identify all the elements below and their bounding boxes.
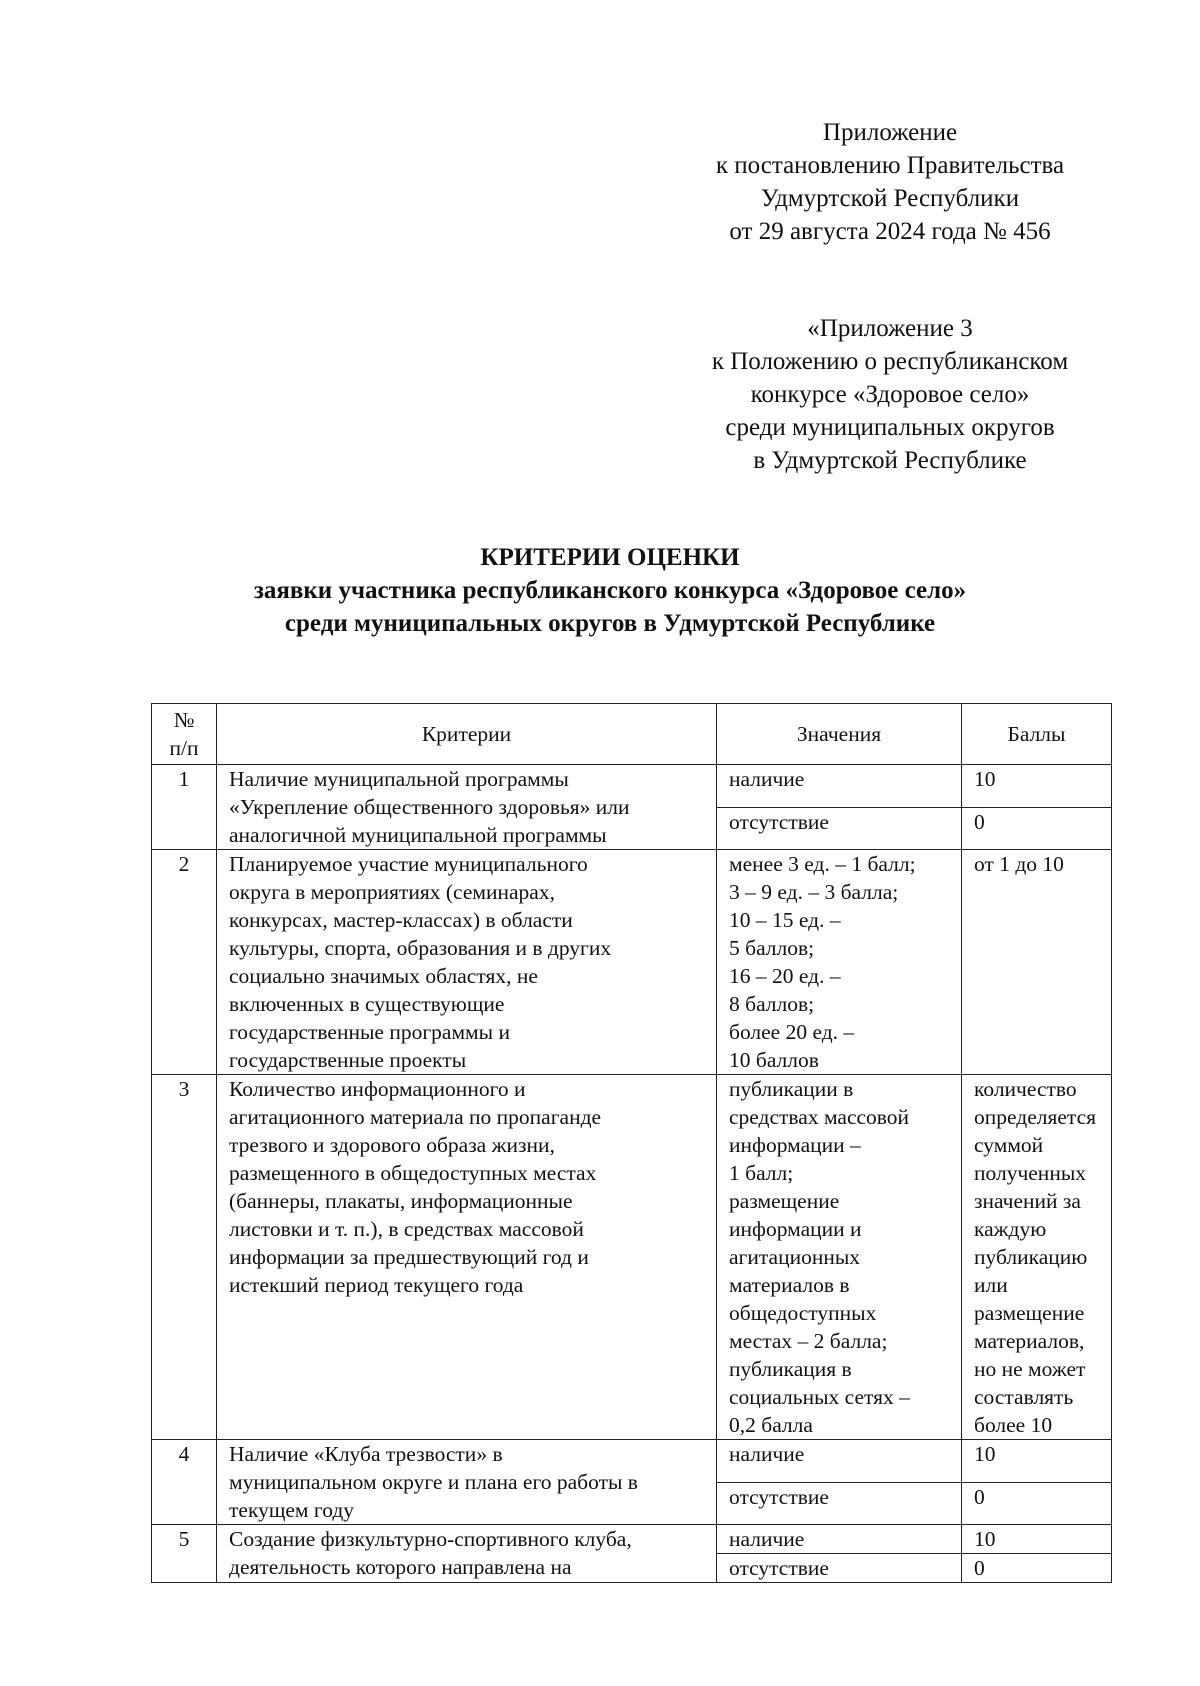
table-row — [152, 1525, 1112, 1554]
table-row — [152, 765, 1112, 808]
value-line: 16 – 20 ед. – — [729, 964, 841, 988]
value-line: менее 3 ед. – 1 балл; — [729, 852, 916, 876]
row-criteria — [217, 850, 717, 1075]
criteria-line: государственные проекты — [229, 1048, 467, 1072]
row-points: 0 — [962, 1482, 1112, 1525]
value-line: 5 баллов; — [729, 936, 815, 960]
value-line: информации и — [729, 1217, 862, 1241]
criteria-line: аналогичной муниципальной программы — [229, 823, 607, 847]
row-points: 10 — [962, 1525, 1112, 1554]
points-line: размещение — [974, 1301, 1085, 1325]
row-criteria — [217, 1075, 717, 1440]
points-line: суммой — [974, 1133, 1044, 1157]
value-line: публикация в — [729, 1357, 852, 1381]
criteria-line: истекший период текущего года — [229, 1273, 524, 1297]
criteria-line: округа в мероприятиях (семинарах, — [229, 880, 555, 904]
appendix3-line: среди муниципальных округов — [725, 414, 1055, 441]
value-line: 1 балл; — [729, 1161, 794, 1185]
appendix3-line: к Положению о республиканском — [711, 348, 1069, 375]
title-sub: среди муниципальных округов в Удмуртской Республике — [284, 610, 936, 637]
criteria-line: Наличие муниципальной программы — [229, 767, 569, 791]
value-line: 8 баллов; — [729, 992, 815, 1016]
criteria-line: Количество информационного и — [229, 1077, 526, 1101]
criteria-line: деятельность которого направлена на — [229, 1555, 572, 1579]
criteria-table — [151, 703, 1112, 1583]
table-row — [152, 850, 1112, 1075]
points-line: материалов, — [974, 1329, 1085, 1353]
header-num — [152, 704, 217, 765]
row-points: 0 — [962, 807, 1112, 850]
points-line: но не может — [974, 1357, 1086, 1381]
points-line: каждую — [974, 1217, 1047, 1241]
row-value — [717, 1075, 962, 1440]
appendix-line: к постановлению Правительства — [715, 152, 1065, 179]
criteria-line: текущем году — [229, 1498, 355, 1522]
criteria-line: социально значимых областях, не — [229, 964, 538, 988]
appendix-line: Приложение — [822, 119, 958, 146]
row-number: 5 — [152, 1525, 217, 1583]
title-sub: заявки участника республиканского конкурса «Здоровое село» — [253, 577, 967, 604]
appendix-header — [640, 116, 1140, 248]
points-line: составлять — [974, 1385, 1074, 1409]
title-main: КРИТЕРИИ ОЦЕНКИ — [480, 544, 740, 571]
criteria-line: агитационного материала по пропаганде — [229, 1105, 602, 1129]
table-row — [152, 1075, 1112, 1440]
document-title — [150, 541, 1070, 640]
value-line: местах – 2 балла; — [729, 1329, 888, 1353]
value-line: информации – — [729, 1133, 861, 1157]
table-row — [152, 1440, 1112, 1483]
value-line: 3 – 9 ед. – 3 балла; — [729, 880, 899, 904]
header-num-line: п/п — [169, 736, 199, 760]
value-line: публикации в — [729, 1077, 854, 1101]
criteria-line: конкурсах, мастер-классах) в области — [229, 908, 573, 932]
row-value: наличие — [717, 1440, 962, 1483]
value-line: агитационных — [729, 1245, 861, 1269]
points-line: количество — [974, 1077, 1077, 1101]
appendix3-line: конкурсе «Здоровое село» — [750, 381, 1030, 408]
criteria-line: размещенного в общедоступных местах — [229, 1161, 597, 1185]
row-points: 10 — [962, 1440, 1112, 1483]
value-line: средствах массовой — [729, 1105, 910, 1129]
points-line: публикацию — [974, 1245, 1088, 1269]
row-number: 4 — [152, 1440, 217, 1525]
row-value: отсутствие — [717, 807, 962, 850]
appendix-line: от 29 августа 2024 года № 456 — [729, 218, 1051, 245]
criteria-line: листовки и т. п.), в средствах массовой — [229, 1217, 584, 1241]
criteria-line: включенных в существующие — [229, 992, 505, 1016]
criteria-line: Создание физкультурно-спортивного клуба, — [229, 1527, 632, 1551]
row-value: отсутствие — [717, 1482, 962, 1525]
points-line: значений за — [974, 1189, 1081, 1213]
criteria-line: Планируемое участие муниципального — [229, 852, 588, 876]
row-criteria — [217, 765, 717, 850]
row-value: отсутствие — [717, 1554, 962, 1583]
value-line: более 20 ед. – — [729, 1020, 855, 1044]
row-criteria — [217, 1525, 717, 1583]
row-number: 3 — [152, 1075, 217, 1440]
points-line: от 1 до 10 — [974, 852, 1064, 876]
row-value: наличие — [717, 765, 962, 808]
appendix3-line: в Удмуртской Республике — [753, 447, 1027, 474]
row-points: 0 — [962, 1554, 1112, 1583]
criteria-line: трезвого и здорового образа жизни, — [229, 1133, 555, 1157]
row-value — [717, 850, 962, 1075]
criteria-line: информации за предшествующий год и — [229, 1245, 589, 1269]
header-points: Баллы — [962, 704, 1112, 765]
points-line: более 10 — [974, 1413, 1053, 1437]
row-points — [962, 850, 1112, 1075]
row-points — [962, 1075, 1112, 1440]
value-line: размещение — [729, 1189, 840, 1213]
row-number: 1 — [152, 765, 217, 850]
criteria-line: Наличие «Клуба трезвости» в — [229, 1442, 503, 1466]
points-line: полученных — [974, 1161, 1087, 1185]
row-points: 10 — [962, 765, 1112, 808]
appendix-line: Удмуртской Республики — [760, 185, 1020, 212]
points-line: или — [974, 1273, 1008, 1297]
criteria-line: культуры, спорта, образования и в других — [229, 936, 612, 960]
criteria-line: «Укрепление общественного здоровья» или — [229, 795, 630, 819]
value-line: материалов в — [729, 1273, 850, 1297]
table-header-row — [152, 704, 1112, 765]
value-line: общедоступных — [729, 1301, 877, 1325]
header-criteria: Критерии — [217, 704, 717, 765]
points-line: определяется — [974, 1105, 1096, 1129]
criteria-line: муниципальном округе и плана его работы в — [229, 1470, 638, 1494]
value-line: 10 – 15 ед. – — [729, 908, 841, 932]
appendix3-line: «Приложение 3 — [807, 315, 973, 342]
row-number: 2 — [152, 850, 217, 1075]
row-value: наличие — [717, 1525, 962, 1554]
value-line: социальных сетях – — [729, 1385, 910, 1409]
value-line: 0,2 балла — [729, 1413, 813, 1437]
appendix3-header — [660, 312, 1120, 477]
value-line: 10 баллов — [729, 1048, 819, 1072]
criteria-line: государственные программы и — [229, 1020, 510, 1044]
header-values: Значения — [717, 704, 962, 765]
criteria-line: (баннеры, плакаты, информационные — [229, 1189, 573, 1213]
header-num-line: № — [173, 708, 195, 732]
row-criteria — [217, 1440, 717, 1525]
